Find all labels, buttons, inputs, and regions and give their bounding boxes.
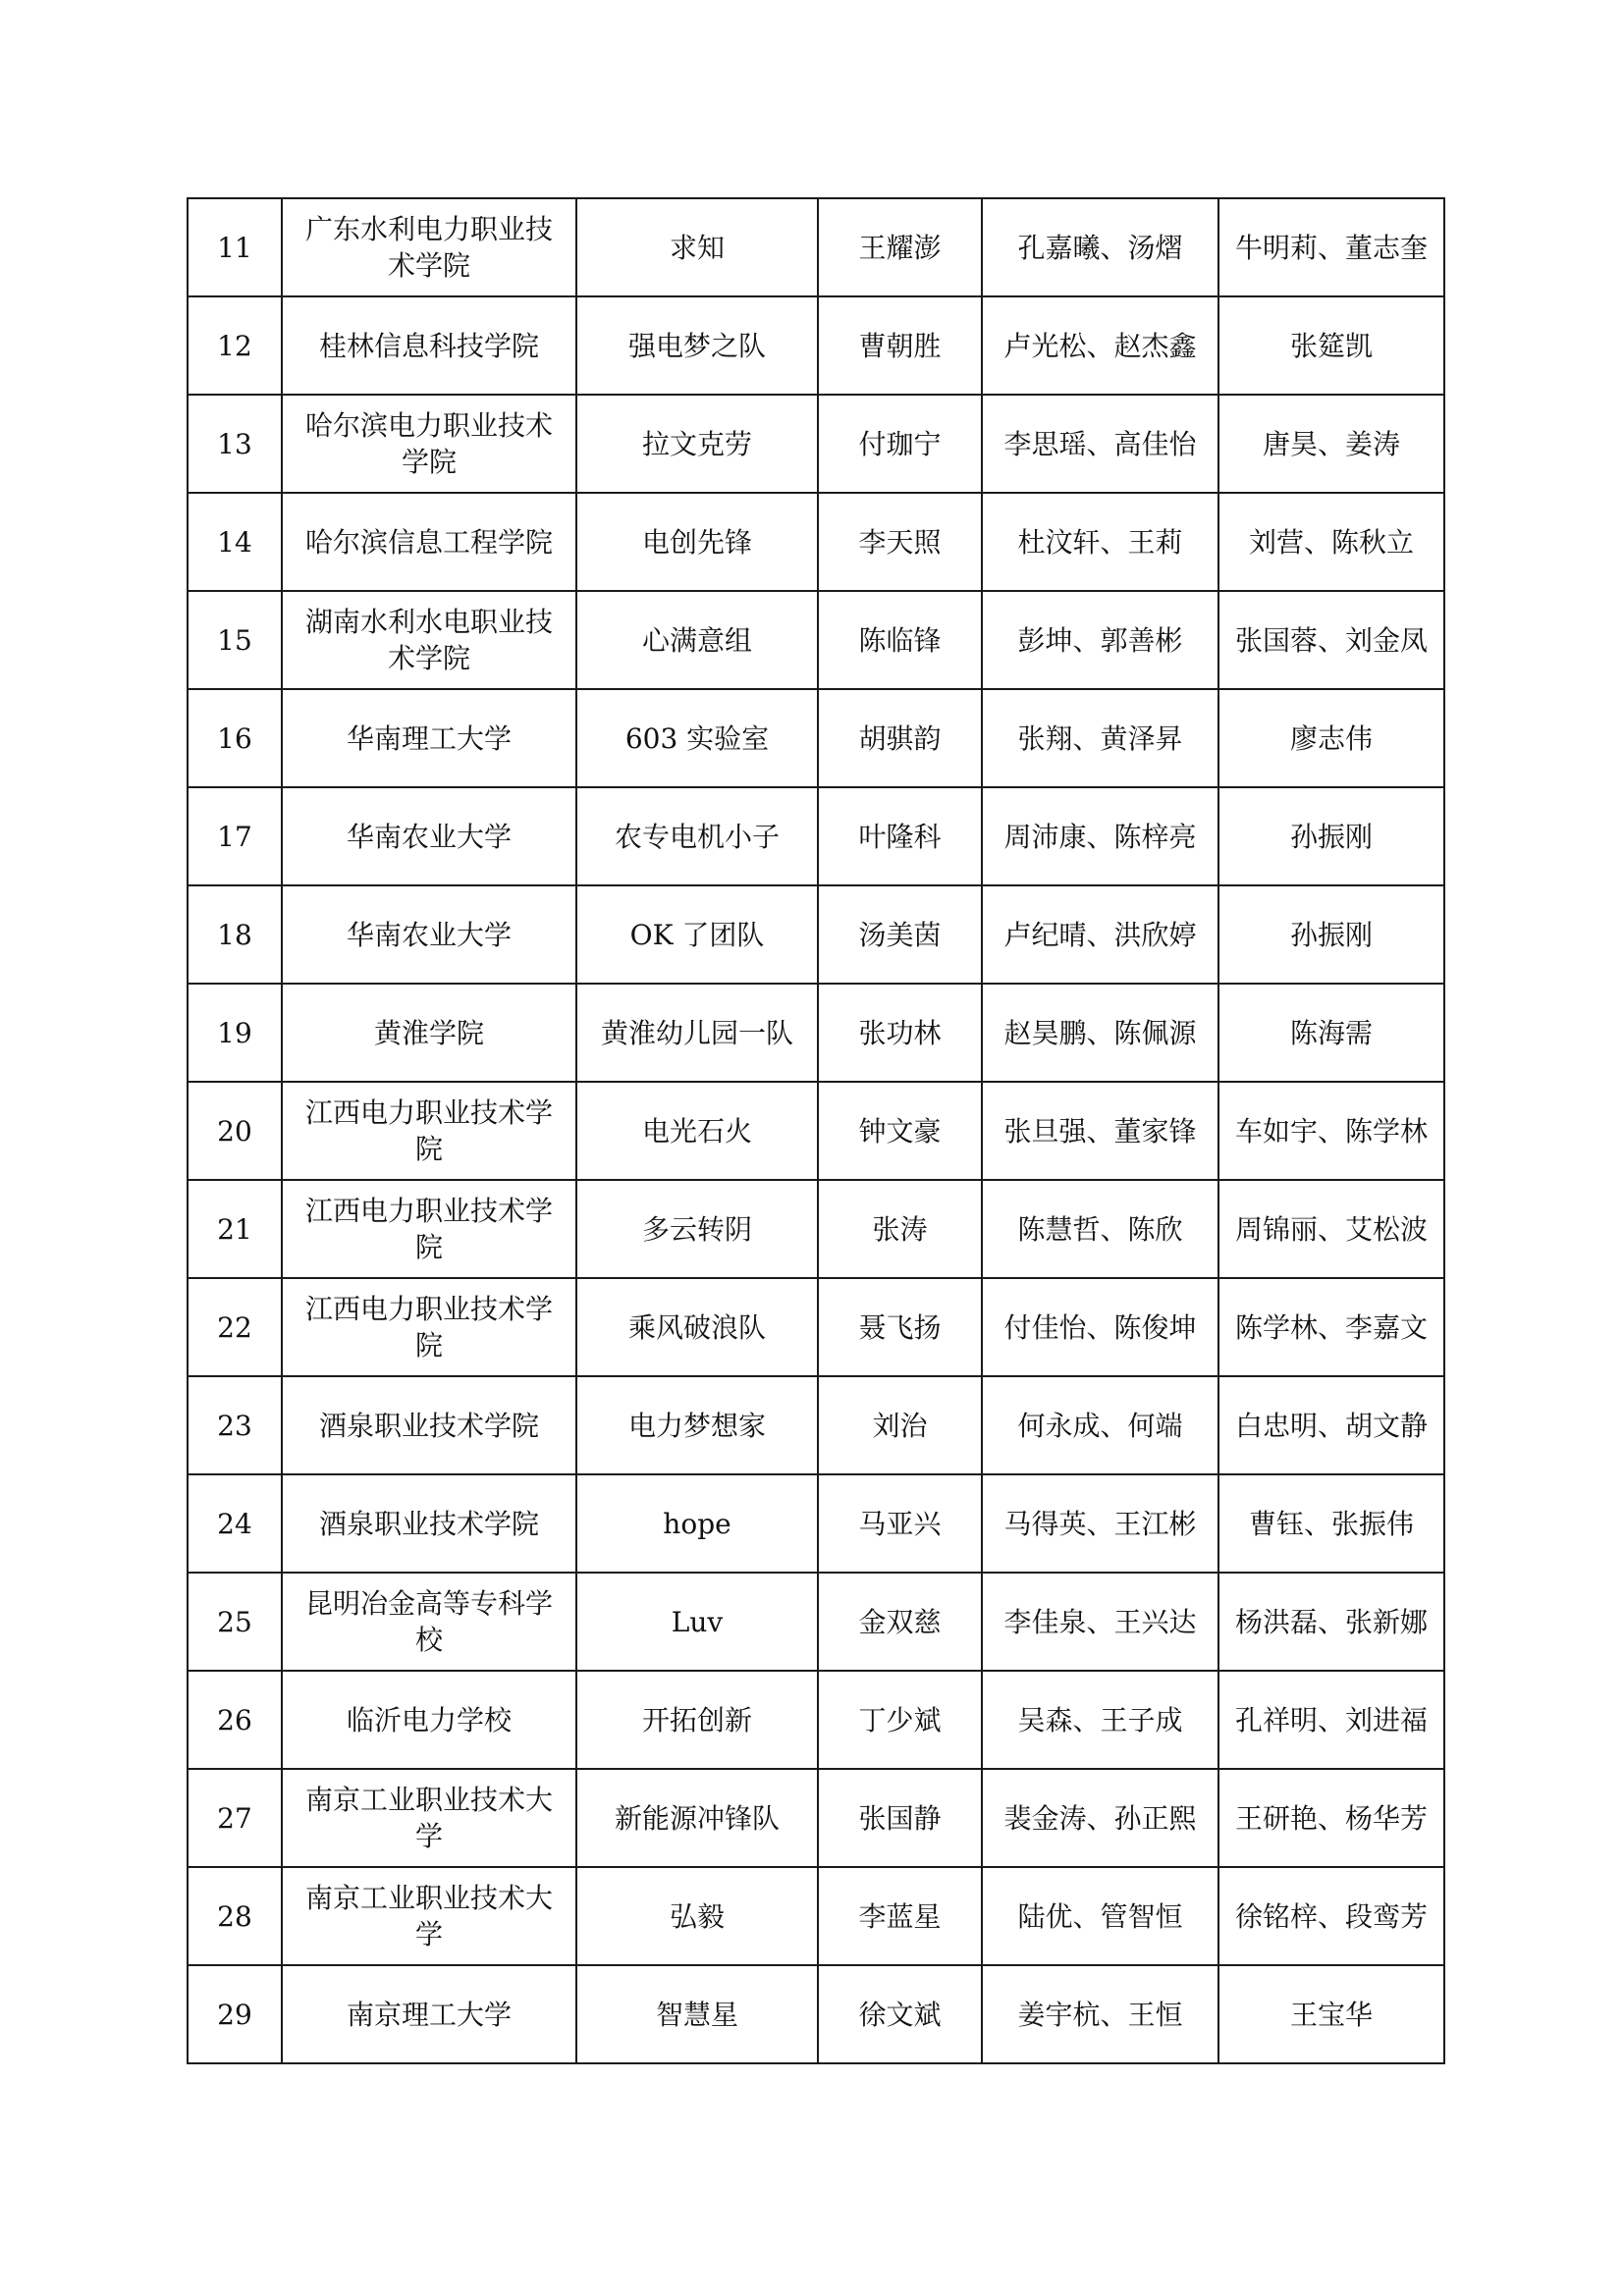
table-row	[188, 1376, 1444, 1474]
team-name-cell: OK 了团队	[576, 885, 818, 984]
school-cell: 江西电力职业技术学院	[282, 1278, 576, 1376]
table-row	[188, 395, 1444, 493]
team-name-cell: 黄淮幼儿园一队	[576, 984, 818, 1082]
table-row	[188, 885, 1444, 984]
team-members-cell: 张旦强、董家锋	[982, 1082, 1218, 1180]
team-leader-cell: 付珈宁	[818, 395, 982, 493]
school-cell: 江西电力职业技术学院	[282, 1180, 576, 1278]
team-members-cell: 彭坤、郭善彬	[982, 591, 1218, 689]
school-cell: 哈尔滨电力职业技术学院	[282, 395, 576, 493]
team-members-cell: 卢纪晴、洪欣婷	[982, 885, 1218, 984]
school-cell: 临沂电力学校	[282, 1671, 576, 1769]
table-row	[188, 1180, 1444, 1278]
row-number-cell: 14	[188, 493, 282, 591]
team-members-cell: 赵昊鹏、陈佩源	[982, 984, 1218, 1082]
advisors-cell: 周锦丽、艾松波	[1218, 1180, 1444, 1278]
advisors-cell: 王宝华	[1218, 1965, 1444, 2063]
school-cell: 南京工业职业技术大学	[282, 1769, 576, 1867]
team-leader-cell: 李天照	[818, 493, 982, 591]
team-members-cell: 陈慧哲、陈欣	[982, 1180, 1218, 1278]
school-cell: 广东水利电力职业技术学院	[282, 198, 576, 296]
school-cell: 昆明冶金高等专科学校	[282, 1573, 576, 1671]
school-cell: 华南理工大学	[282, 689, 576, 787]
team-leader-cell: 金双慈	[818, 1573, 982, 1671]
table-row	[188, 984, 1444, 1082]
advisors-cell: 陈学林、李嘉文	[1218, 1278, 1444, 1376]
team-leader-cell: 丁少斌	[818, 1671, 982, 1769]
row-number-cell: 15	[188, 591, 282, 689]
team-members-cell: 周沛康、陈梓亮	[982, 787, 1218, 885]
row-number-cell: 27	[188, 1769, 282, 1867]
team-roster-table	[187, 197, 1445, 2064]
team-name-cell: 多云转阴	[576, 1180, 818, 1278]
team-name-cell: hope	[576, 1474, 818, 1573]
team-members-cell: 吴森、王子成	[982, 1671, 1218, 1769]
table-row	[188, 1769, 1444, 1867]
row-number-cell: 22	[188, 1278, 282, 1376]
advisors-cell: 徐铭梓、段鸾芳	[1218, 1867, 1444, 1965]
team-name-cell: 新能源冲锋队	[576, 1769, 818, 1867]
team-members-cell: 裴金涛、孙正熙	[982, 1769, 1218, 1867]
row-number-cell: 12	[188, 296, 282, 395]
school-cell: 湖南水利水电职业技术学院	[282, 591, 576, 689]
advisors-cell: 陈海需	[1218, 984, 1444, 1082]
row-number-cell: 26	[188, 1671, 282, 1769]
row-number-cell: 13	[188, 395, 282, 493]
advisors-cell: 刘营、陈秋立	[1218, 493, 1444, 591]
team-name-cell: 智慧星	[576, 1965, 818, 2063]
team-leader-cell: 叶隆科	[818, 787, 982, 885]
advisors-cell: 张国蓉、刘金凤	[1218, 591, 1444, 689]
team-members-cell: 李思瑶、高佳怡	[982, 395, 1218, 493]
table-row	[188, 1965, 1444, 2063]
team-name-cell: 强电梦之队	[576, 296, 818, 395]
team-name-cell: 乘风破浪队	[576, 1278, 818, 1376]
advisors-cell: 王研艳、杨华芳	[1218, 1769, 1444, 1867]
team-name-cell: 电创先锋	[576, 493, 818, 591]
row-number-cell: 20	[188, 1082, 282, 1180]
team-leader-cell: 钟文豪	[818, 1082, 982, 1180]
table-row	[188, 1082, 1444, 1180]
school-cell: 南京工业职业技术大学	[282, 1867, 576, 1965]
table-row	[188, 296, 1444, 395]
team-leader-cell: 马亚兴	[818, 1474, 982, 1573]
team-name-cell: 603 实验室	[576, 689, 818, 787]
team-leader-cell: 刘治	[818, 1376, 982, 1474]
team-members-cell: 张翔、黄泽昇	[982, 689, 1218, 787]
team-members-cell: 姜宇杭、王恒	[982, 1965, 1218, 2063]
school-cell: 华南农业大学	[282, 885, 576, 984]
team-members-cell: 卢光松、赵杰鑫	[982, 296, 1218, 395]
row-number-cell: 25	[188, 1573, 282, 1671]
advisors-cell: 车如宇、陈学林	[1218, 1082, 1444, 1180]
table-row	[188, 1474, 1444, 1573]
team-leader-cell: 张国静	[818, 1769, 982, 1867]
team-members-cell: 杜汶轩、王莉	[982, 493, 1218, 591]
table-row	[188, 1867, 1444, 1965]
row-number-cell: 29	[188, 1965, 282, 2063]
team-name-cell: 电光石火	[576, 1082, 818, 1180]
table-row	[188, 591, 1444, 689]
advisors-cell: 孙振刚	[1218, 787, 1444, 885]
team-name-cell: 农专电机小子	[576, 787, 818, 885]
team-name-cell: 弘毅	[576, 1867, 818, 1965]
team-members-cell: 陆优、管智恒	[982, 1867, 1218, 1965]
team-leader-cell: 汤美茵	[818, 885, 982, 984]
table-row	[188, 198, 1444, 296]
advisors-cell: 曹钰、张振伟	[1218, 1474, 1444, 1573]
team-leader-cell: 聂飞扬	[818, 1278, 982, 1376]
table-row	[188, 689, 1444, 787]
table-row	[188, 787, 1444, 885]
team-leader-cell: 张功林	[818, 984, 982, 1082]
row-number-cell: 18	[188, 885, 282, 984]
school-cell: 哈尔滨信息工程学院	[282, 493, 576, 591]
advisors-cell: 孔祥明、刘进福	[1218, 1671, 1444, 1769]
school-cell: 酒泉职业技术学院	[282, 1376, 576, 1474]
team-name-cell: 开拓创新	[576, 1671, 818, 1769]
school-cell: 江西电力职业技术学院	[282, 1082, 576, 1180]
team-members-cell: 何永成、何端	[982, 1376, 1218, 1474]
row-number-cell: 24	[188, 1474, 282, 1573]
advisors-cell: 牛明莉、董志奎	[1218, 198, 1444, 296]
school-cell: 华南农业大学	[282, 787, 576, 885]
row-number-cell: 23	[188, 1376, 282, 1474]
row-number-cell: 21	[188, 1180, 282, 1278]
team-name-cell: Luv	[576, 1573, 818, 1671]
team-leader-cell: 胡骐韵	[818, 689, 982, 787]
advisors-cell: 张筵凯	[1218, 296, 1444, 395]
team-leader-cell: 张涛	[818, 1180, 982, 1278]
team-members-cell: 孔嘉曦、汤熠	[982, 198, 1218, 296]
team-members-cell: 李佳泉、王兴达	[982, 1573, 1218, 1671]
table-row	[188, 493, 1444, 591]
advisors-cell: 白忠明、胡文静	[1218, 1376, 1444, 1474]
team-name-cell: 电力梦想家	[576, 1376, 818, 1474]
team-leader-cell: 王耀澎	[818, 198, 982, 296]
team-leader-cell: 徐文斌	[818, 1965, 982, 2063]
team-members-cell: 马得英、王江彬	[982, 1474, 1218, 1573]
table-row	[188, 1671, 1444, 1769]
school-cell: 黄淮学院	[282, 984, 576, 1082]
team-members-cell: 付佳怡、陈俊坤	[982, 1278, 1218, 1376]
table-row	[188, 1278, 1444, 1376]
table-row	[188, 1573, 1444, 1671]
team-leader-cell: 陈临锋	[818, 591, 982, 689]
row-number-cell: 17	[188, 787, 282, 885]
advisors-cell: 唐昊、姜涛	[1218, 395, 1444, 493]
advisors-cell: 孙振刚	[1218, 885, 1444, 984]
advisors-cell: 廖志伟	[1218, 689, 1444, 787]
school-cell: 南京理工大学	[282, 1965, 576, 2063]
team-name-cell: 拉文克劳	[576, 395, 818, 493]
team-name-cell: 求知	[576, 198, 818, 296]
row-number-cell: 19	[188, 984, 282, 1082]
row-number-cell: 11	[188, 198, 282, 296]
roster-body	[188, 198, 1444, 2063]
school-cell: 酒泉职业技术学院	[282, 1474, 576, 1573]
advisors-cell: 杨洪磊、张新娜	[1218, 1573, 1444, 1671]
school-cell: 桂林信息科技学院	[282, 296, 576, 395]
row-number-cell: 28	[188, 1867, 282, 1965]
team-leader-cell: 李蓝星	[818, 1867, 982, 1965]
row-number-cell: 16	[188, 689, 282, 787]
team-leader-cell: 曹朝胜	[818, 296, 982, 395]
team-name-cell: 心满意组	[576, 591, 818, 689]
